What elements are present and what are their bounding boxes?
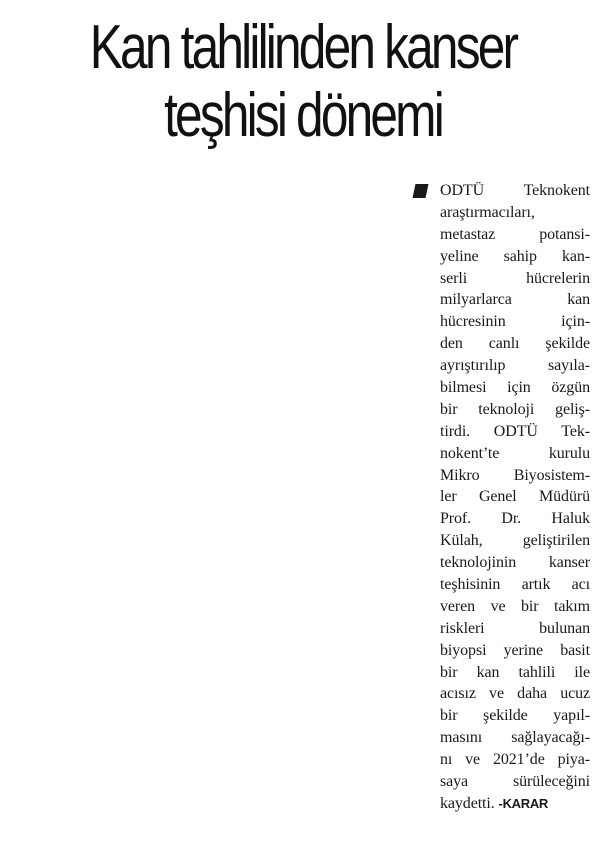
article-line: bir kan tahlili ile (440, 663, 590, 681)
article-line: bilmesi için özgün (440, 379, 590, 397)
article-line: nokent’te kurulu (440, 444, 590, 462)
article-line: nı ve 2021’de piya- (440, 751, 590, 769)
article-line: hücresinin için- (440, 313, 590, 331)
article-line: saya sürüleceğini (440, 773, 590, 791)
article-last-line (440, 793, 590, 815)
article-line: den canlı şekilde (440, 335, 590, 353)
article-last-line-text: kaydetti. (440, 794, 495, 812)
article-line: biyopsi yerine basit (440, 641, 590, 659)
article-line: ayrıştırılıp sayıla- (440, 357, 590, 375)
article-line: tirdi. ODTÜ Tek- (440, 422, 590, 440)
headline-line-2: teşhisi dönemi (164, 81, 442, 150)
article-line: Prof. Dr. Haluk (440, 510, 590, 528)
article-line: serli hücrelerin (440, 269, 590, 287)
article-column (412, 180, 590, 815)
article-body (440, 180, 590, 815)
article-line: metastaz potansi- (440, 225, 590, 243)
article-line: ODTÜ Teknokent (440, 182, 590, 199)
byline: -KARAR (498, 795, 549, 811)
article-line: bir teknoloji geliş- (440, 400, 590, 418)
article-line: veren ve bir takım (440, 597, 590, 615)
article-line: teşhisinin artık acı (440, 576, 590, 594)
article-line: Mikro Biyosistem- (440, 466, 590, 484)
article-line: araştırmacıları, (440, 203, 535, 221)
article-line: yeline sahip kan- (440, 247, 590, 265)
headline-line-1: Kan tahlilinden kanser (89, 13, 517, 82)
article-line: acısız ve daha ucuz (440, 685, 590, 703)
bullet-square-icon (413, 184, 429, 198)
article-line: ler Genel Müdürü (440, 488, 590, 506)
article-line: masını sağlayacağı- (440, 729, 590, 747)
article-line: teknolojinin kanser (440, 554, 590, 572)
article-line: milyarlarca kan (440, 291, 590, 309)
article-line: riskleri bulunan (440, 619, 590, 637)
article-line: bir şekilde yapıl- (440, 707, 590, 725)
headline (0, 14, 606, 150)
article-line: Külah, geliştirilen (440, 532, 590, 550)
